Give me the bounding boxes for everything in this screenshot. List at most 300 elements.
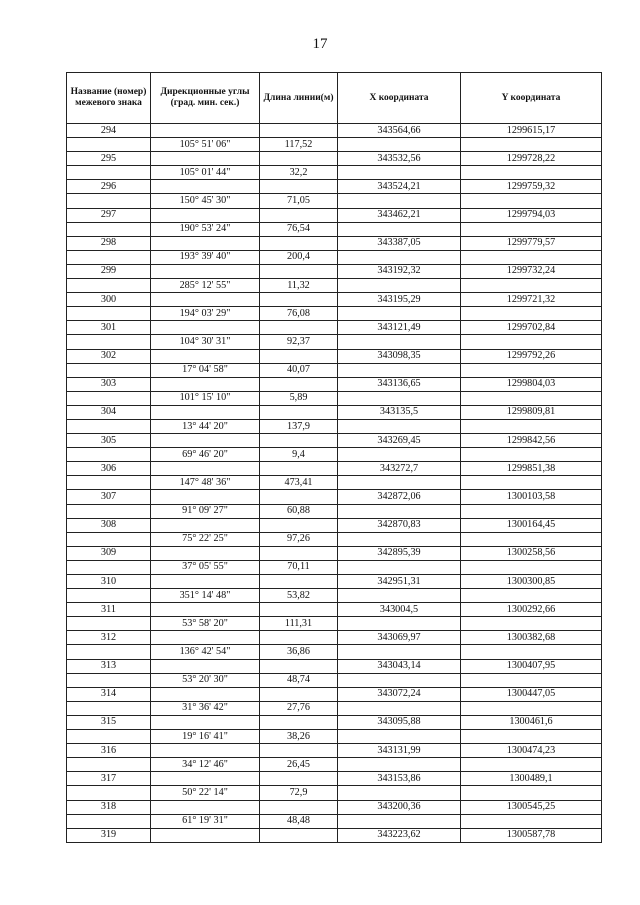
empty-cell (260, 124, 338, 138)
segment-row (67, 701, 602, 715)
point-name: 303 (67, 377, 151, 391)
empty-cell (461, 589, 602, 603)
segment-angle: 190° 53' 24" (151, 222, 260, 236)
segment-length: 40,07 (260, 363, 338, 377)
segment-length: 76,54 (260, 222, 338, 236)
segment-length: 36,86 (260, 645, 338, 659)
empty-cell (67, 194, 151, 208)
empty-cell (461, 645, 602, 659)
empty-cell (67, 138, 151, 152)
empty-cell (338, 335, 461, 349)
segment-length: 38,26 (260, 730, 338, 744)
point-row (67, 490, 602, 504)
empty-cell (151, 518, 260, 532)
point-row (67, 236, 602, 250)
point-name: 305 (67, 434, 151, 448)
empty-cell (151, 715, 260, 729)
empty-cell (151, 264, 260, 278)
point-row (67, 715, 602, 729)
empty-cell (461, 730, 602, 744)
point-row (67, 124, 602, 138)
point-name: 304 (67, 405, 151, 419)
point-row (67, 434, 602, 448)
header-length: Длина линии(м) (260, 73, 338, 124)
empty-cell (151, 631, 260, 645)
empty-cell (461, 307, 602, 321)
segment-length: 137,9 (260, 419, 338, 433)
segment-row (67, 476, 602, 490)
point-y: 1299842,56 (461, 434, 602, 448)
empty-cell (260, 264, 338, 278)
segment-angle: 53° 58' 20" (151, 617, 260, 631)
empty-cell (461, 391, 602, 405)
empty-cell (338, 419, 461, 433)
segment-row (67, 279, 602, 293)
point-y: 1299702,84 (461, 321, 602, 335)
empty-cell (338, 673, 461, 687)
segment-row (67, 307, 602, 321)
empty-cell (260, 575, 338, 589)
segment-row (67, 589, 602, 603)
segment-row (67, 138, 602, 152)
segment-row (67, 645, 602, 659)
empty-cell (338, 138, 461, 152)
empty-cell (461, 504, 602, 518)
point-x: 343524,21 (338, 180, 461, 194)
empty-cell (67, 617, 151, 631)
empty-cell (461, 560, 602, 574)
empty-cell (67, 758, 151, 772)
segment-length: 9,4 (260, 448, 338, 462)
segment-angle: 37° 05' 55" (151, 560, 260, 574)
segment-length: 70,11 (260, 560, 338, 574)
segment-angle: 75° 22' 25" (151, 532, 260, 546)
empty-cell (260, 715, 338, 729)
segment-length: 48,74 (260, 673, 338, 687)
point-row (67, 293, 602, 307)
empty-cell (151, 772, 260, 786)
empty-cell (260, 180, 338, 194)
empty-cell (151, 462, 260, 476)
point-x: 343564,66 (338, 124, 461, 138)
point-row (67, 828, 602, 842)
empty-cell (338, 363, 461, 377)
point-row (67, 462, 602, 476)
empty-cell (338, 476, 461, 490)
segment-length: 97,26 (260, 532, 338, 546)
empty-cell (151, 687, 260, 701)
header-y: Y координата (461, 73, 602, 124)
point-x: 343200,36 (338, 800, 461, 814)
empty-cell (67, 222, 151, 236)
empty-cell (260, 490, 338, 504)
segment-row (67, 504, 602, 518)
empty-cell (260, 659, 338, 673)
empty-cell (260, 462, 338, 476)
point-y: 1299851,38 (461, 462, 602, 476)
empty-cell (338, 194, 461, 208)
empty-cell (260, 772, 338, 786)
empty-cell (461, 786, 602, 800)
empty-cell (151, 434, 260, 448)
segment-angle: 193° 39' 40" (151, 250, 260, 264)
point-x: 343069,97 (338, 631, 461, 645)
point-x: 343192,32 (338, 264, 461, 278)
point-name: 308 (67, 518, 151, 532)
segment-length: 117,52 (260, 138, 338, 152)
point-y: 1300103,58 (461, 490, 602, 504)
segment-length: 111,31 (260, 617, 338, 631)
segment-row (67, 560, 602, 574)
segment-angle: 351° 14' 48" (151, 589, 260, 603)
segment-angle: 136° 42' 54" (151, 645, 260, 659)
segment-angle: 194° 03' 29" (151, 307, 260, 321)
segment-row (67, 335, 602, 349)
point-y: 1299732,24 (461, 264, 602, 278)
empty-cell (67, 476, 151, 490)
point-x: 343004,5 (338, 603, 461, 617)
point-y: 1299804,03 (461, 377, 602, 391)
empty-cell (461, 363, 602, 377)
point-name: 298 (67, 236, 151, 250)
point-row (67, 687, 602, 701)
segment-length: 200,4 (260, 250, 338, 264)
point-x: 343095,88 (338, 715, 461, 729)
empty-cell (461, 673, 602, 687)
segment-angle: 13° 44' 20" (151, 419, 260, 433)
point-x: 342870,83 (338, 518, 461, 532)
empty-cell (151, 377, 260, 391)
segment-row (67, 617, 602, 631)
point-x: 343131,99 (338, 744, 461, 758)
segment-length: 473,41 (260, 476, 338, 490)
empty-cell (260, 236, 338, 250)
segment-angle: 61° 19' 31" (151, 814, 260, 828)
empty-cell (260, 152, 338, 166)
point-row (67, 800, 602, 814)
point-name: 306 (67, 462, 151, 476)
empty-cell (151, 800, 260, 814)
point-name: 319 (67, 828, 151, 842)
empty-cell (151, 405, 260, 419)
segment-angle: 104° 30' 31" (151, 335, 260, 349)
segment-length: 48,48 (260, 814, 338, 828)
point-y: 1299794,03 (461, 208, 602, 222)
segment-length: 71,05 (260, 194, 338, 208)
empty-cell (151, 236, 260, 250)
point-row (67, 603, 602, 617)
point-name: 307 (67, 490, 151, 504)
point-y: 1300587,78 (461, 828, 602, 842)
point-row (67, 546, 602, 560)
empty-cell (260, 603, 338, 617)
empty-cell (338, 250, 461, 264)
segment-length: 5,89 (260, 391, 338, 405)
empty-cell (260, 828, 338, 842)
empty-cell (260, 744, 338, 758)
segment-row (67, 448, 602, 462)
point-y: 1300382,68 (461, 631, 602, 645)
empty-cell (67, 363, 151, 377)
point-x: 342895,39 (338, 546, 461, 560)
segment-row (67, 363, 602, 377)
point-y: 1300489,1 (461, 772, 602, 786)
point-row (67, 405, 602, 419)
page-number: 17 (312, 36, 328, 52)
empty-cell (151, 152, 260, 166)
point-name: 309 (67, 546, 151, 560)
segment-angle: 69° 46' 20" (151, 448, 260, 462)
segment-row (67, 758, 602, 772)
empty-cell (461, 279, 602, 293)
empty-cell (461, 476, 602, 490)
point-name: 312 (67, 631, 151, 645)
point-row (67, 208, 602, 222)
segment-row (67, 814, 602, 828)
point-name: 315 (67, 715, 151, 729)
segment-row (67, 532, 602, 546)
point-x: 343121,49 (338, 321, 461, 335)
point-x: 343072,24 (338, 687, 461, 701)
point-y: 1300258,56 (461, 546, 602, 560)
header-name: Название (номер) межевого знака (67, 73, 151, 124)
point-x: 343387,05 (338, 236, 461, 250)
empty-cell (260, 293, 338, 307)
empty-cell (67, 504, 151, 518)
point-x: 343135,5 (338, 405, 461, 419)
empty-cell (260, 349, 338, 363)
empty-cell (461, 617, 602, 631)
empty-cell (67, 589, 151, 603)
point-x: 343043,14 (338, 659, 461, 673)
segment-length: 11,32 (260, 279, 338, 293)
empty-cell (67, 419, 151, 433)
point-y: 1300407,95 (461, 659, 602, 673)
point-x: 343532,56 (338, 152, 461, 166)
empty-cell (338, 279, 461, 293)
empty-cell (151, 349, 260, 363)
empty-cell (461, 138, 602, 152)
empty-cell (338, 166, 461, 180)
empty-cell (338, 730, 461, 744)
empty-cell (67, 560, 151, 574)
empty-cell (461, 194, 602, 208)
point-y: 1299779,57 (461, 236, 602, 250)
empty-cell (67, 307, 151, 321)
empty-cell (260, 377, 338, 391)
empty-cell (151, 124, 260, 138)
segment-angle: 150° 45' 30" (151, 194, 260, 208)
point-name: 317 (67, 772, 151, 786)
point-y: 1300447,05 (461, 687, 602, 701)
point-y: 1300164,45 (461, 518, 602, 532)
header-x: X координата (338, 73, 461, 124)
segment-row (67, 730, 602, 744)
segment-angle: 50° 22' 14" (151, 786, 260, 800)
point-x: 343195,29 (338, 293, 461, 307)
point-x: 343272,7 (338, 462, 461, 476)
point-name: 302 (67, 349, 151, 363)
empty-cell (461, 758, 602, 772)
segment-angle: 147° 48' 36" (151, 476, 260, 490)
empty-cell (461, 222, 602, 236)
empty-cell (151, 180, 260, 194)
empty-cell (151, 546, 260, 560)
empty-cell (67, 250, 151, 264)
segment-row (67, 419, 602, 433)
point-row (67, 152, 602, 166)
point-y: 1300292,66 (461, 603, 602, 617)
empty-cell (260, 405, 338, 419)
segment-angle: 19° 16' 41" (151, 730, 260, 744)
point-name: 316 (67, 744, 151, 758)
segment-row (67, 673, 602, 687)
point-row (67, 744, 602, 758)
segment-length: 76,08 (260, 307, 338, 321)
empty-cell (67, 391, 151, 405)
empty-cell (338, 222, 461, 236)
boundary-coordinates-table (66, 72, 602, 843)
empty-cell (151, 828, 260, 842)
empty-cell (67, 166, 151, 180)
empty-cell (338, 701, 461, 715)
point-row (67, 575, 602, 589)
segment-row (67, 194, 602, 208)
point-x: 343462,21 (338, 208, 461, 222)
point-name: 310 (67, 575, 151, 589)
point-name: 299 (67, 264, 151, 278)
empty-cell (151, 490, 260, 504)
point-y: 1299809,81 (461, 405, 602, 419)
empty-cell (461, 250, 602, 264)
empty-cell (260, 434, 338, 448)
empty-cell (151, 603, 260, 617)
empty-cell (67, 786, 151, 800)
point-row (67, 349, 602, 363)
segment-row (67, 391, 602, 405)
empty-cell (260, 208, 338, 222)
point-x: 343269,45 (338, 434, 461, 448)
empty-cell (338, 560, 461, 574)
segment-row (67, 166, 602, 180)
point-row (67, 772, 602, 786)
point-row (67, 180, 602, 194)
point-x: 343098,35 (338, 349, 461, 363)
point-name: 295 (67, 152, 151, 166)
empty-cell (338, 391, 461, 405)
point-y: 1299759,32 (461, 180, 602, 194)
point-row (67, 659, 602, 673)
point-row (67, 518, 602, 532)
segment-row (67, 222, 602, 236)
segment-length: 26,45 (260, 758, 338, 772)
empty-cell (67, 335, 151, 349)
point-row (67, 631, 602, 645)
header-angles: Дирекционные углы (град. мин. сек.) (151, 73, 260, 124)
empty-cell (260, 687, 338, 701)
segment-length: 27,76 (260, 701, 338, 715)
empty-cell (461, 814, 602, 828)
segment-angle: 17° 04' 58" (151, 363, 260, 377)
point-name: 311 (67, 603, 151, 617)
empty-cell (338, 814, 461, 828)
empty-cell (151, 744, 260, 758)
empty-cell (67, 730, 151, 744)
point-y: 1299728,22 (461, 152, 602, 166)
empty-cell (338, 448, 461, 462)
point-row (67, 264, 602, 278)
empty-cell (338, 786, 461, 800)
segment-angle: 53° 20' 30" (151, 673, 260, 687)
empty-cell (151, 321, 260, 335)
empty-cell (461, 532, 602, 546)
empty-cell (338, 617, 461, 631)
point-x: 343153,86 (338, 772, 461, 786)
empty-cell (260, 631, 338, 645)
point-name: 301 (67, 321, 151, 335)
point-y: 1299721,32 (461, 293, 602, 307)
empty-cell (338, 645, 461, 659)
segment-length: 60,88 (260, 504, 338, 518)
point-name: 294 (67, 124, 151, 138)
empty-cell (338, 504, 461, 518)
segment-angle: 31° 36' 42" (151, 701, 260, 715)
segment-length: 32,2 (260, 166, 338, 180)
empty-cell (260, 518, 338, 532)
empty-cell (461, 166, 602, 180)
segment-length: 92,37 (260, 335, 338, 349)
empty-cell (67, 279, 151, 293)
empty-cell (338, 589, 461, 603)
empty-cell (67, 814, 151, 828)
point-name: 314 (67, 687, 151, 701)
point-y: 1300474,23 (461, 744, 602, 758)
point-y: 1300545,25 (461, 800, 602, 814)
empty-cell (151, 659, 260, 673)
empty-cell (151, 293, 260, 307)
empty-cell (151, 208, 260, 222)
empty-cell (461, 448, 602, 462)
point-name: 296 (67, 180, 151, 194)
empty-cell (67, 448, 151, 462)
empty-cell (260, 321, 338, 335)
point-y: 1300461,6 (461, 715, 602, 729)
empty-cell (338, 307, 461, 321)
point-x: 342951,31 (338, 575, 461, 589)
segment-length: 53,82 (260, 589, 338, 603)
segment-angle: 285° 12' 55" (151, 279, 260, 293)
empty-cell (260, 800, 338, 814)
segment-angle: 91° 09' 27" (151, 504, 260, 518)
empty-cell (260, 546, 338, 560)
empty-cell (151, 575, 260, 589)
point-name: 318 (67, 800, 151, 814)
segment-angle: 105° 01' 44" (151, 166, 260, 180)
point-y: 1300300,85 (461, 575, 602, 589)
point-name: 313 (67, 659, 151, 673)
point-y: 1299615,17 (461, 124, 602, 138)
point-name: 297 (67, 208, 151, 222)
empty-cell (461, 335, 602, 349)
segment-length: 72,9 (260, 786, 338, 800)
point-y: 1299792,26 (461, 349, 602, 363)
point-name: 300 (67, 293, 151, 307)
segment-angle: 101° 15' 10" (151, 391, 260, 405)
table-body (67, 124, 602, 843)
segment-row (67, 786, 602, 800)
empty-cell (67, 701, 151, 715)
segment-row (67, 250, 602, 264)
